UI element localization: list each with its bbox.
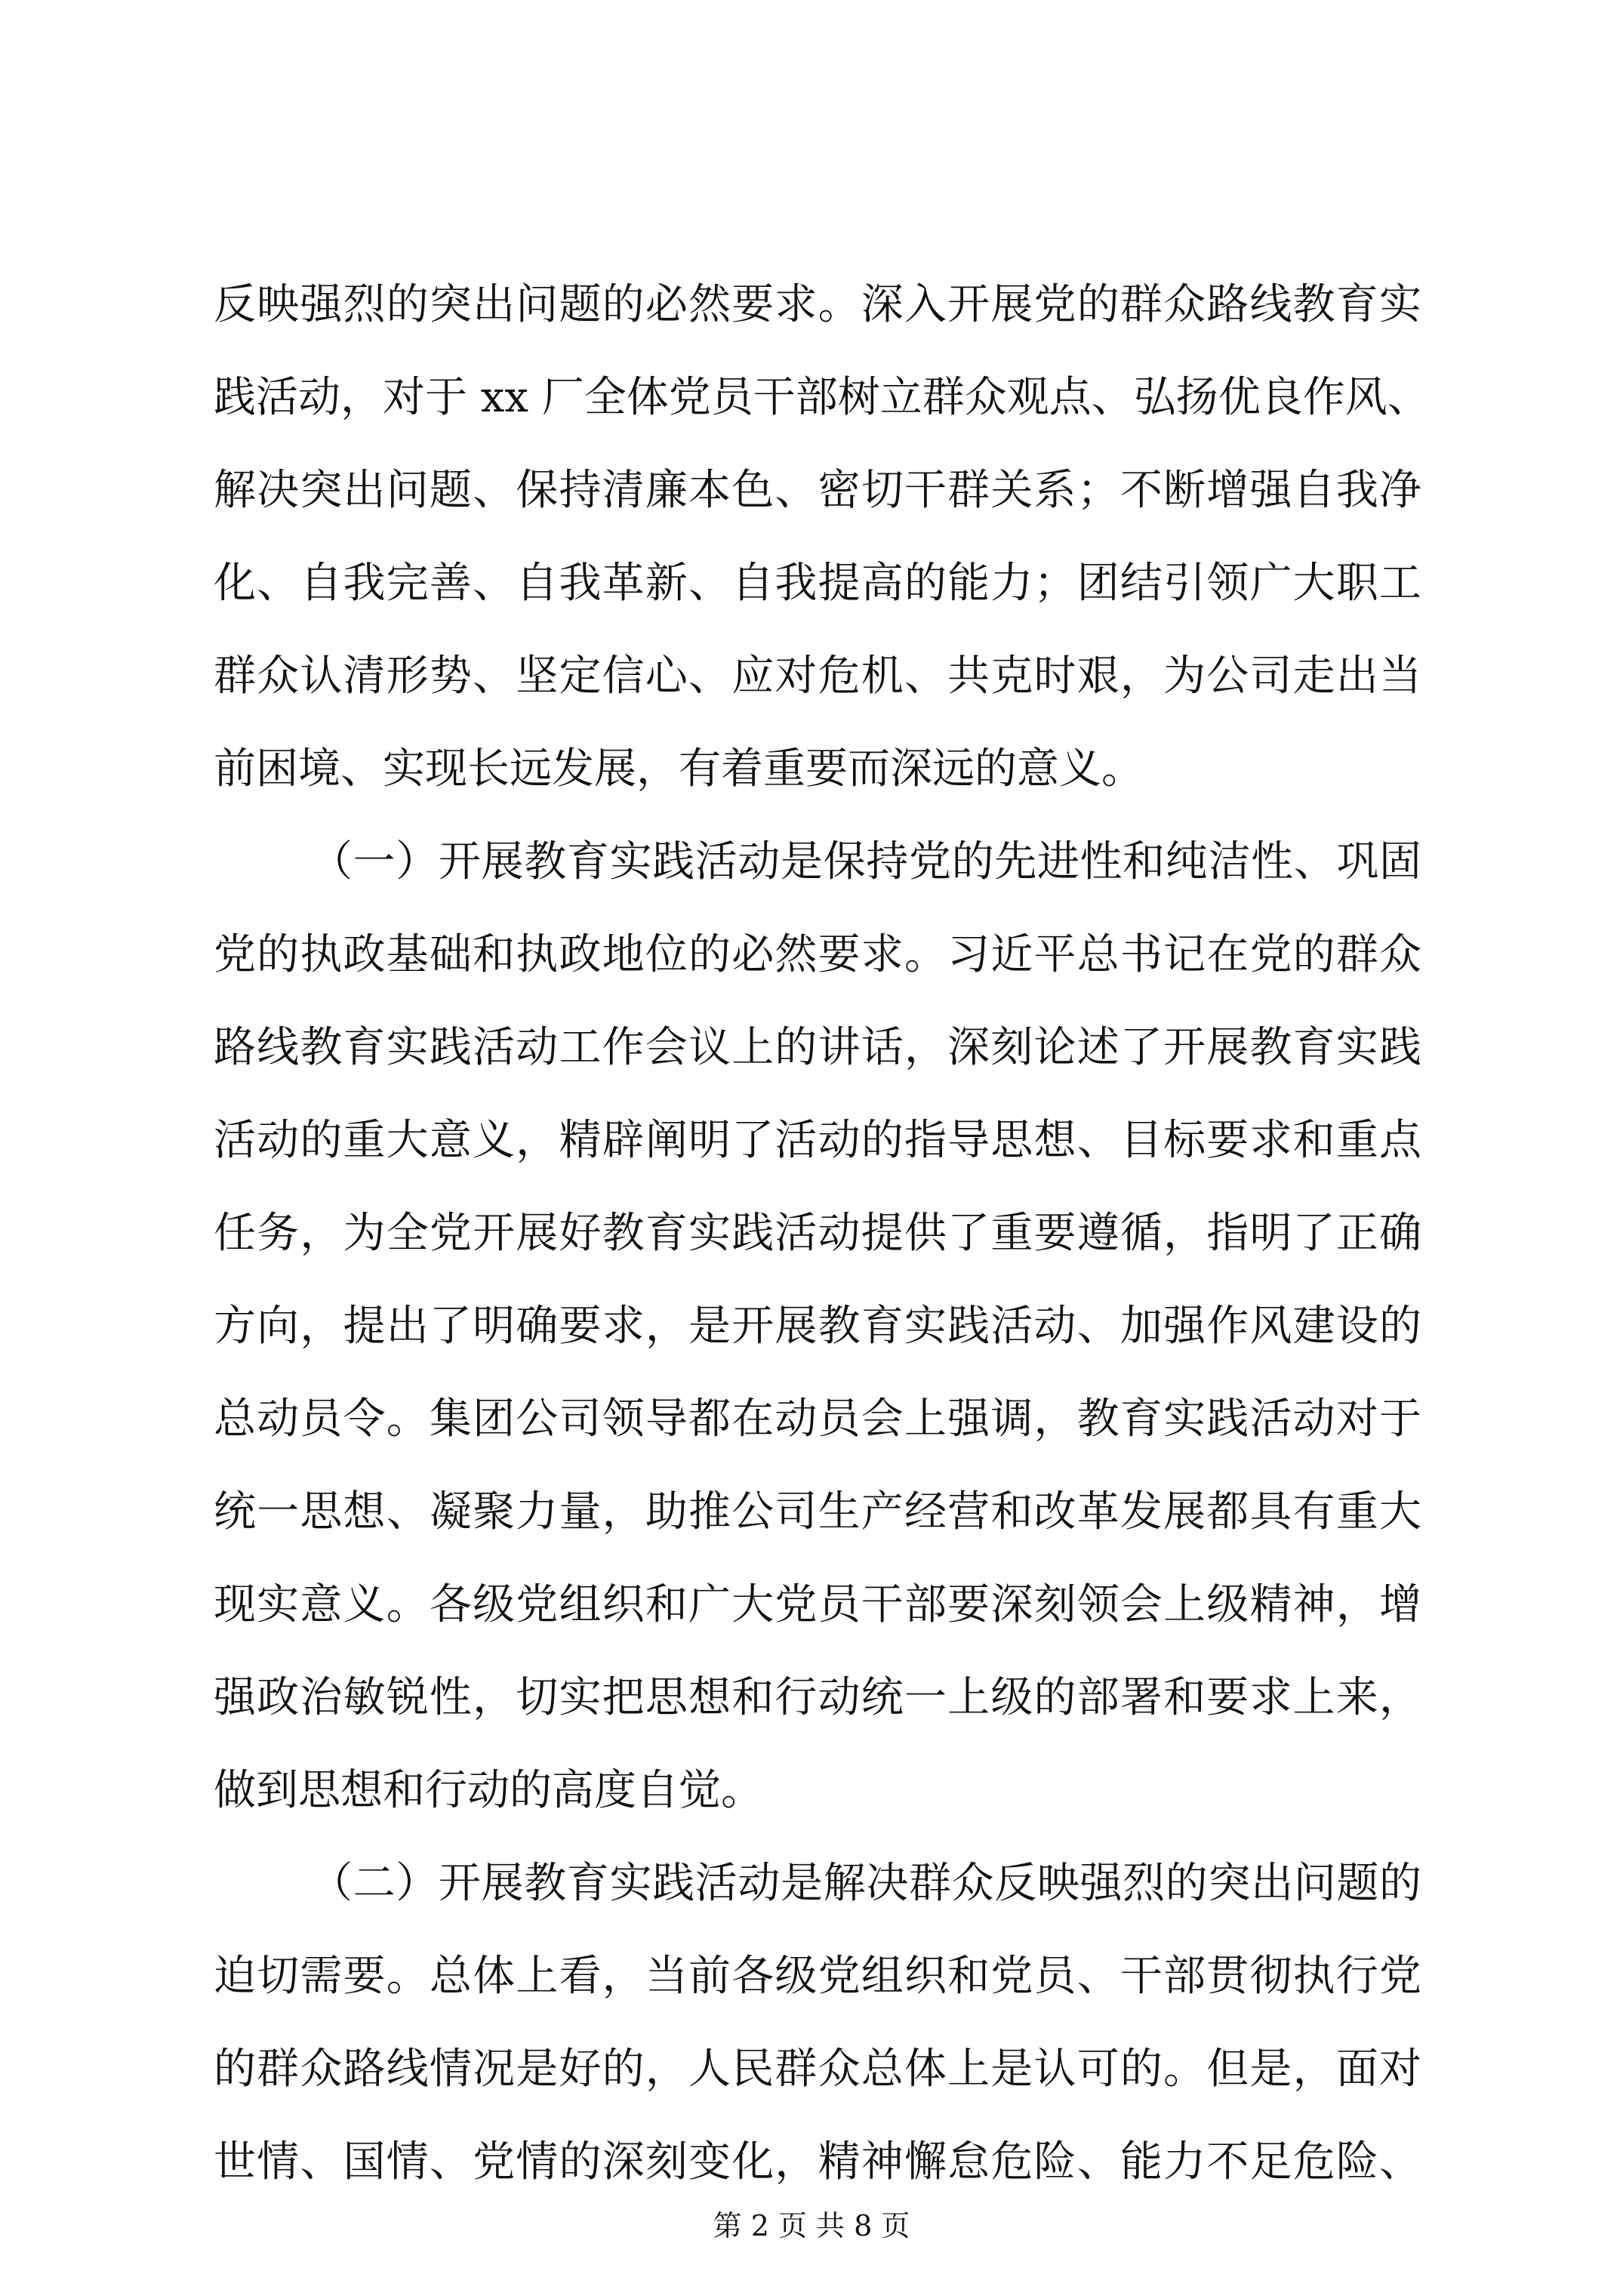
text-line: 路线教育实践活动工作会议上的讲话，深刻论述了开展教育实践 [214,1023,1421,1072]
text-line: 任务，为全党开展好教育实践活动提供了重要遵循，指明了正确 [214,1209,1421,1258]
text-line: 做到思想和行动的高度自觉。 [214,1766,763,1815]
paragraph-3 [214,1837,1421,2208]
text-line: 党的执政基础和执政地位的必然要求。习近平总书记在党的群众 [214,930,1421,979]
text-line: 践活动，对于 xx 厂全体党员干部树立群众观点、弘扬优良作风、 [214,373,1430,422]
text-line: 反映强烈的突出问题的必然要求。深入开展党的群众路线教育实 [214,280,1421,329]
text-line: 世情、国情、党情的深刻变化，精神懈怠危险、能力不足危险、 [214,2137,1421,2187]
text-line: 活动的重大意义，精辟阐明了活动的指导思想、目标要求和重点 [214,1116,1421,1165]
text-line: 前困境、实现长远发展，有着重要而深远的意义。 [214,744,1144,794]
text-line: （二）开展教育实践活动是解决群众反映强烈的突出问题的 [310,1859,1421,1908]
document-body [214,258,1430,2208]
page-number-label: 第 2 页 共 8 页 [713,2209,910,2242]
text-line: 现实意义。各级党组织和广大党员干部要深刻领会上级精神，增 [214,1580,1421,1629]
text-line: 强政治敏锐性，切实把思想和行动统一上级的部署和要求上来， [214,1673,1421,1722]
text-line: 统一思想、凝聚力量，助推公司生产经营和改革发展都具有重大 [214,1487,1421,1536]
text-line: 总动员令。集团公司领导都在动员会上强调，教育实践活动对于 [214,1395,1421,1444]
page-footer [0,2203,1623,2248]
text-line: （一）开展教育实践活动是保持党的先进性和纯洁性、巩固 [310,837,1421,886]
text-line: 方向，提出了明确要求，是开展教育实践活动、加强作风建设的 [214,1302,1421,1351]
text-line: 迫切需要。总体上看，当前各级党组织和党员、干部贯彻执行党 [214,1952,1421,2001]
paragraph-2 [214,815,1421,1837]
text-line: 化、自我完善、自我革新、自我提高的能力；团结引领广大职工 [214,559,1421,608]
text-line: 解决突出问题、保持清廉本色、密切干群关系；不断增强自我净 [214,466,1421,515]
text-line: 群众认清形势、坚定信心、应对危机、共克时艰，为公司走出当 [214,652,1421,701]
paragraph-1 [214,258,1430,815]
text-line: 的群众路线情况是好的，人民群众总体上是认可的。但是，面对 [214,2045,1421,2094]
